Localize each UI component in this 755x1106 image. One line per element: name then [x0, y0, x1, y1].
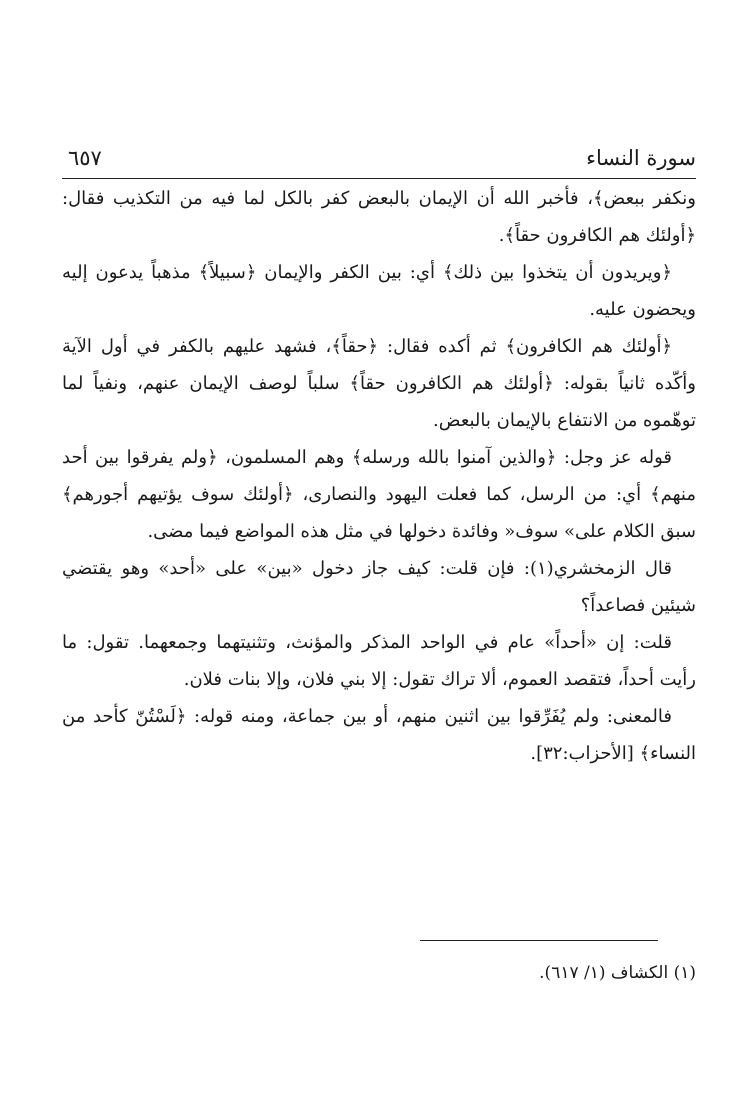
- surah-title: سورة النساء: [586, 146, 696, 170]
- page-header: [62, 144, 696, 176]
- footnote: (١) الكشاف (١/ ٦١٧).: [539, 963, 696, 983]
- page-number: ٦٥٧: [68, 146, 102, 170]
- paragraph-4: قوله عز وجل: ﴿والذين آمنوا بالله ورسله﴾ وهم المسلمون، ﴿ولم يفرقوا بين أحد منهم﴾ أي: من الرسل، كما فعلت اليهود والنصارى، ﴿أولئك سوف يؤتيهم أجورهم﴾ سبق الكلام على» سوف« وفائدة دخولها في مثل هذه المواضع فيما مضى.: [62, 447, 696, 542]
- paragraph-2: ﴿ويريدون أن يتخذوا بين ذلك﴾ أي: بين الكفر والإيمان ﴿سبيلاً﴾ مذهباً يدعون إليه ويحضون عليه.: [62, 262, 696, 320]
- paragraph-7: فالمعنى: ولم يُفَرِّقوا بين اثنين منهم، أو بين جماعة، ومنه قوله: ﴿لَسْتُنّ كأحد من النساء﴾ [الأحزاب:٣٢].: [62, 706, 696, 764]
- paragraph-3: ﴿أولئك هم الكافرون﴾ ثم أكده فقال: ﴿حقاً﴾، فشهد عليهم بالكفر في أول الآية وأكّده ثانياً بقوله: ﴿أولئك هم الكافرون حقاً﴾ سلباً لوصف الإيمان عنهم، ونفياً لما توهّموه من الانتفاع بالإيمان بالبعض.: [62, 336, 696, 431]
- main-text: [62, 180, 696, 772]
- header-rule: [62, 178, 696, 179]
- paragraph-6: قلت: إن «أحداً» عام في الواحد المذكر والمؤنث، وتثنيتهما وجمعهما. تقول: ما رأيت أحداً، فتقصد العموم، ألا تراك تقول: إلا بني فلان، وإلا بنات فلان.: [62, 632, 696, 690]
- footnote-separator: [420, 940, 658, 941]
- paragraph-1: ونكفر ببعض﴾، فأخبر الله أن الإيمان بالبعض كفر بالكل لما فيه من التكذيب فقال: ﴿أولئك هم الكافرون حقاً﴾.: [62, 188, 696, 246]
- paragraph-5: قال الزمخشري(١): فإن قلت: كيف جاز دخول «بين» على «أحد» وهو يقتضي شيئين فصاعداً؟: [62, 558, 696, 616]
